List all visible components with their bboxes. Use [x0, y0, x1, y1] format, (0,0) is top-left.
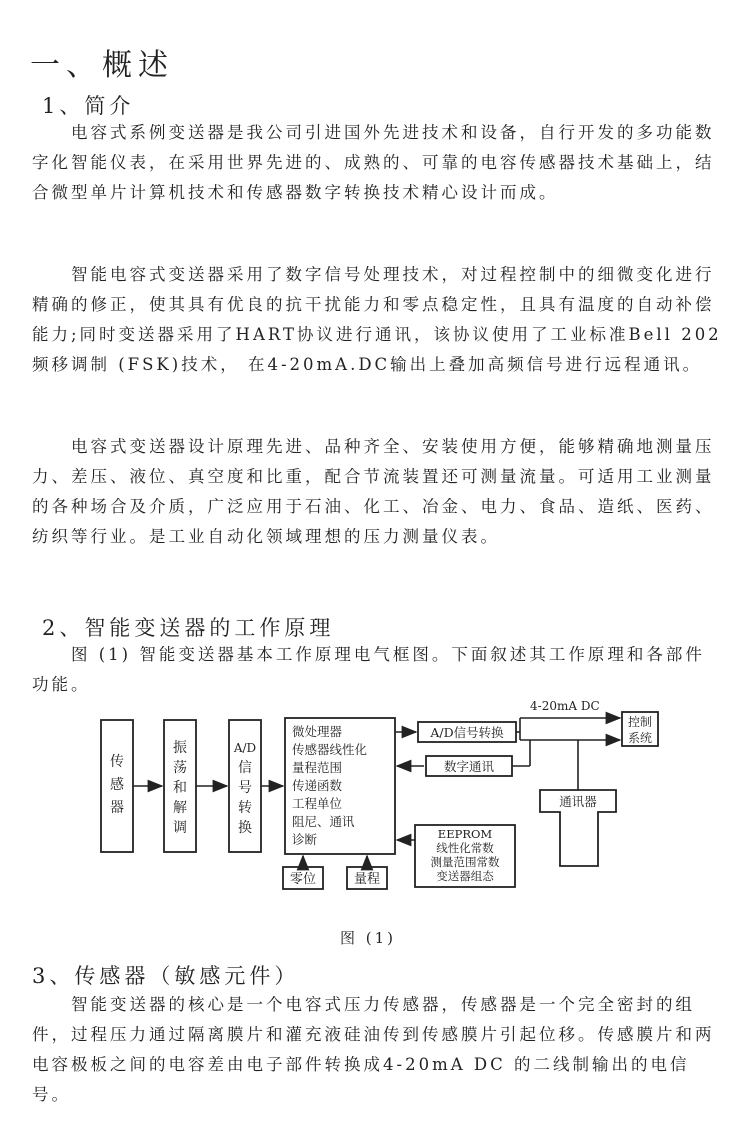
eeprom-line-4: 变送器组态 — [436, 869, 494, 883]
section2-intro: 图 (1) 智能变送器基本工作原理电气框图。下面叙述其工作原理和各部件功能。 — [32, 645, 705, 694]
main-heading: 一、概述 — [30, 48, 174, 83]
intro-paragraph-3: 电容式变送器设计原理先进、品种齐全、安装使用方便，能够精确地测量压力、差压、液位、真空度和比重，配合节流装置还可测量流量。可适用工业测量的各种场合及介质，广泛应用于石油、化工、冶金、电力、食品、造纸、医药、纺织等行业。是工业自动化领域理想的压力测量仪表。 — [32, 437, 715, 546]
ad-label-3: 号 — [238, 780, 252, 796]
sensor-label-1: 传 — [110, 754, 124, 770]
ad-label-4: 转 — [238, 800, 252, 816]
section2-title: 2、智能变送器的工作原理 — [42, 616, 335, 640]
block-diagram — [0, 690, 750, 900]
control-label-2: 系统 — [627, 731, 653, 745]
sensor-label-3: 器 — [110, 800, 124, 816]
demod-label-1: 振 — [173, 740, 187, 756]
demod-label-2: 荡 — [173, 760, 187, 776]
section3-title: 3、传感器（敏感元件） — [32, 964, 300, 988]
ad-label-2: 信 — [238, 760, 252, 776]
span-label: 量程 — [353, 872, 381, 887]
control-label-1: 控制 — [627, 715, 653, 729]
sensor-label-2: 感 — [110, 777, 124, 793]
intro-paragraph-2: 智能电容式变送器采用了数字信号处理技术，对过程控制中的细微变化进行精确的修正，使其具有优良的抗干扰能力和零点稳定性，且具有温度的自动补偿能力;同时变送器采用了HART协议进行通讯，该协议使用了工业标准Bell 202 频移调制 (FSK)技术， 在4-20mA.DC输出上叠加高频信号进行远程通讯。 — [32, 265, 722, 374]
dc-output-label: 4-20mA DC — [530, 699, 600, 713]
communicator-label: 通讯器 — [559, 794, 597, 809]
processor-line-2: 传感器线性化 — [292, 742, 368, 757]
eeprom-line-1: EEPROM — [437, 827, 493, 841]
demod-label-4: 解 — [173, 800, 187, 816]
eeprom-line-2: 线性化常数 — [436, 841, 494, 855]
eeprom-line-3: 测量范围常数 — [430, 855, 500, 869]
digital-comm-label: 数字通讯 — [443, 759, 495, 774]
ad-label-5: 换 — [238, 820, 252, 836]
processor-line-4: 传递函数 — [292, 778, 343, 793]
demod-label-3: 和 — [173, 780, 187, 796]
processor-line-3: 量程范围 — [292, 760, 343, 775]
ad-convert-label: A/D信号转换 — [430, 725, 504, 740]
section3-paragraph: 智能变送器的核心是一个电容式压力传感器，传感器是一个完全密封的组件，过程压力通过隔离膜片和灌充液硅油传到传感膜片引起位移。传感膜片和两电容极板之间的电容差由电子部件转换成4-20mA DC 的二线制输出的电信号。 — [32, 995, 715, 1104]
processor-line-6: 阻尼、通讯 — [292, 814, 355, 829]
processor-line-1: 微处理器 — [292, 724, 343, 739]
figure-caption: 图 (1) — [340, 929, 397, 947]
zero-label: 零位 — [289, 872, 317, 887]
processor-line-5: 工程单位 — [292, 796, 343, 811]
intro-paragraph-1: 电容式系例变送器是我公司引进国外先进技术和设备，自行开发的多功能数字化智能仪表，在采用世界先进的、成熟的、可靠的电容传感器技术基础上，结合微型单片计算机技术和传感器数字转换技术精心设计而成。 — [32, 123, 715, 202]
demod-label-5: 调 — [173, 820, 187, 836]
ad-label-1: A/D — [233, 741, 257, 755]
processor-line-7: 诊断 — [292, 832, 318, 847]
section1-title: 1、简介 — [42, 94, 135, 118]
